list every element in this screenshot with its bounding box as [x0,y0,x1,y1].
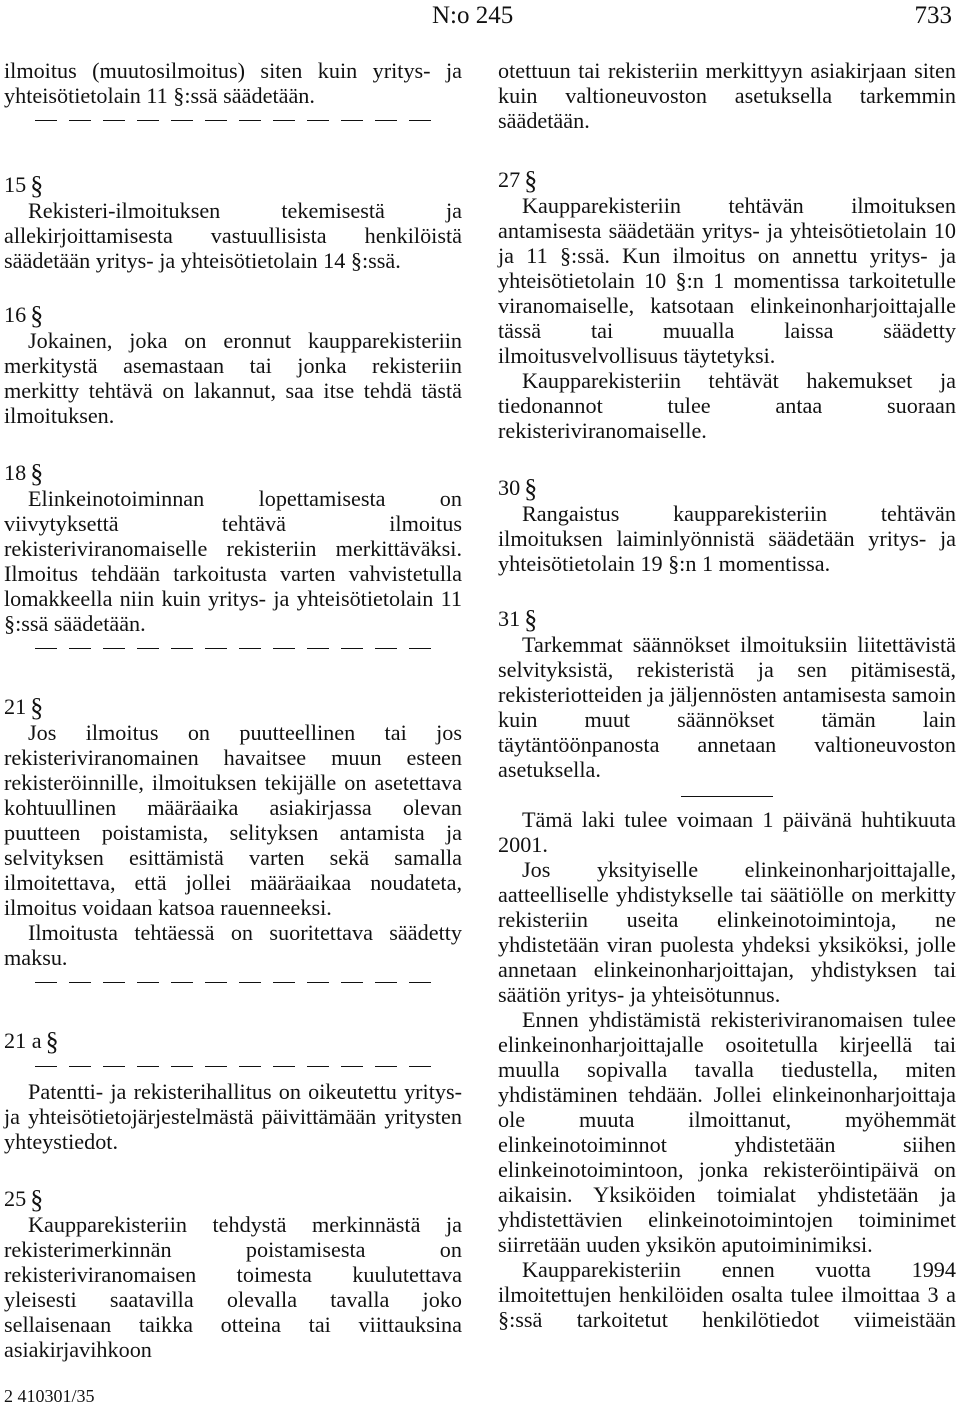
page-number: 733 [914,2,952,29]
section-sign: § [30,171,44,200]
omission-dashes [4,636,462,661]
section-number: 25 [4,1186,27,1211]
separator-rule [681,796,773,797]
section-27-applications-text: Kaupparekisteriin tehtävät hakemukset ja tiedonannot tulee antaa suoraan rekisteriviranomaiselle. [498,368,956,443]
section-number: 21 a [4,1028,42,1053]
omission-dashes [4,970,462,995]
transitional-paragraph-3: Kaupparekisteriin ennen vuotta 1994 ilmoitettujen henkilöiden osalta tulee ilmoittaa 3 a §:ssä tarkoitetut henkilötiedot viimeistään [498,1257,956,1332]
right-column [498,58,956,1332]
transitional-paragraph-2: Ennen yhdistämistä rekisteriviranomaisen tulee elinkeinonharjoittajalle osoitetulla kirjeellä tai muulla sopivalla tavalla tiedustella, miten yhdistäminen tehdään. Jollei elinkeinonharjoittaja ole muuta ilmoittanut, myöhemmät elinkeinotoiminnot yhdistetään siihen elinkeinotoimintoon, jonka rekisteröintipäivä on aikaisin. Yksiköiden toimialat yhdistetään ja yhdistettävien elinkeinotoimintojen toiminimet siirretään uuden yksikön aputoiminimiksi. [498,1007,956,1257]
section-sign: § [30,693,44,722]
section-heading-31 [498,606,956,632]
section-18-text: Elinkeinotoiminnan lopettamisesta on viivytyksettä tehtävä ilmoitus rekisteriviranomaiselle rekisteriin merkittäväksi. Ilmoitus tehdään tarkoitusta varten vahvistetulla lomakkeella niin kuin yritys- ja yhteisötietolain 11 §:ssä säädetään. [4,486,462,636]
section-heading-15 [4,172,462,198]
left-intro-paragraph: ilmoitus (muutosilmoitus) siten kuin yritys- ja yhteisötietolain 11 §:ssä säädetään. [4,58,462,108]
section-heading-21a [4,1028,462,1054]
section-21-text: Jos ilmoitus on puutteellinen tai jos rekisteriviranomainen havaitsee muun esteen rekisteröinnille, ilmoituksen tekijälle on asetettava kohtuullinen määräaika asiakirjassa olevan puutteen poistamista, selityksen antamista ja selvityksen esittämistä varten sekä samalla ilmoitettava, että jollei määräaikaa noudateta, ilmoitus voidaan katsoa rauenneeksi. [4,720,462,920]
section-heading-16 [4,302,462,328]
section-16-text: Jokainen, joka on eronnut kaupparekisteriin merkitystä asemastaan tai jonka rekisteriin merkitty tehtävä on lakannut, saa itse tehdä tästä ilmoituksen. [4,328,462,428]
section-sign: § [524,166,538,195]
section-heading-27 [498,167,956,193]
section-heading-30 [498,475,956,501]
section-heading-25 [4,1186,462,1212]
section-30-text: Rangaistus kaupparekisteriin tehtävän ilmoituksen laiminlyönnistä säädetään yritys- ja yhteisötietolain 19 §:n 1 momentissa. [498,501,956,576]
right-intro-paragraph: otettuun tai rekisteriin merkittyyn asiakirjaan siten kuin valtioneuvoston asetuksella tarkemmin säädetään. [498,58,956,133]
section-heading-18 [4,460,462,486]
section-number: 16 [4,302,27,327]
section-15-text: Rekisteri-ilmoituksen tekemisestä ja allekirjoittamisesta vastuullisista henkilöistä säädetään yritys- ja yhteisötietolain 14 §:ssä. [4,198,462,273]
issue-number: N:o 245 [432,2,514,29]
section-number: 18 [4,460,27,485]
section-number: 21 [4,694,27,719]
section-sign: § [524,605,538,634]
section-heading-21 [4,694,462,720]
section-number: 27 [498,167,521,192]
transitional-paragraph-1: Jos yksityiselle elinkeinonharjoittajalle, aatteelliselle yhdistykselle tai säätiölle on merkitty rekisteriin useita elinkeinotoimintoja, ne yhdistetään viran puolesta yhdeksi yksiköksi, jolle annetaan elinkeinonharjoittajan, yhdistyksen tai säätiön yritys- ja yhteisötunnus. [498,857,956,1007]
left-column [4,58,462,1362]
entry-into-force-paragraph: Tämä laki tulee voimaan 1 päivänä huhtikuuta 2001. [498,807,956,857]
section-27-text: Kaupparekisteriin tehtävän ilmoituksen antamisesta säädetään yritys- ja yhteisötietolain 10 ja 11 §:ssä. Kun ilmoitus on annettu yritys- ja yhteisötietolain 10 §:n 1 momentissa tarkoitetulle viranomaiselle, katsotaan elinkeinonharjoittajalle tässä tai muualla laissa säädetty ilmoitusvelvollisuus täytetyksi. [498,193,956,368]
section-31-text: Tarkemmat säännökset ilmoituksiin liitettävistä selvityksistä, rekisteristä ja sen pitämisestä, rekisteriotteiden ja jäljennösten antamisesta samoin kuin muut säännökset tämän lain täytäntöönpanosta annetaan valtioneuvoston asetuksella. [498,632,956,782]
section-sign: § [45,1027,59,1056]
section-sign: § [30,459,44,488]
section-sign: § [30,301,44,330]
omission-dashes [4,108,462,133]
omission-dashes [4,1054,462,1079]
section-sign: § [524,474,538,503]
section-number: 30 [498,475,521,500]
section-number: 15 [4,172,27,197]
section-sign: § [30,1185,44,1214]
section-number: 31 [498,606,521,631]
footer-code: 2 410301/35 [4,1386,95,1406]
section-21-fee-text: Ilmoitusta tehtäessä on suoritettava säädetty maksu. [4,920,462,970]
section-21a-text: Patentti- ja rekisterihallitus on oikeutettu yritys- ja yhteisötietojärjestelmästä päivittämään yritysten yhteystiedot. [4,1079,462,1154]
section-25-text: Kaupparekisteriin tehdystä merkinnästä ja rekisterimerkinnän poistamisesta on rekisteriviranomaisen toimesta kuulutettava yleisesti saatavilla olevalla tavalla joko sellaisenaan taikka otteina tai viittauksina asiakirjavihkoon [4,1212,462,1362]
